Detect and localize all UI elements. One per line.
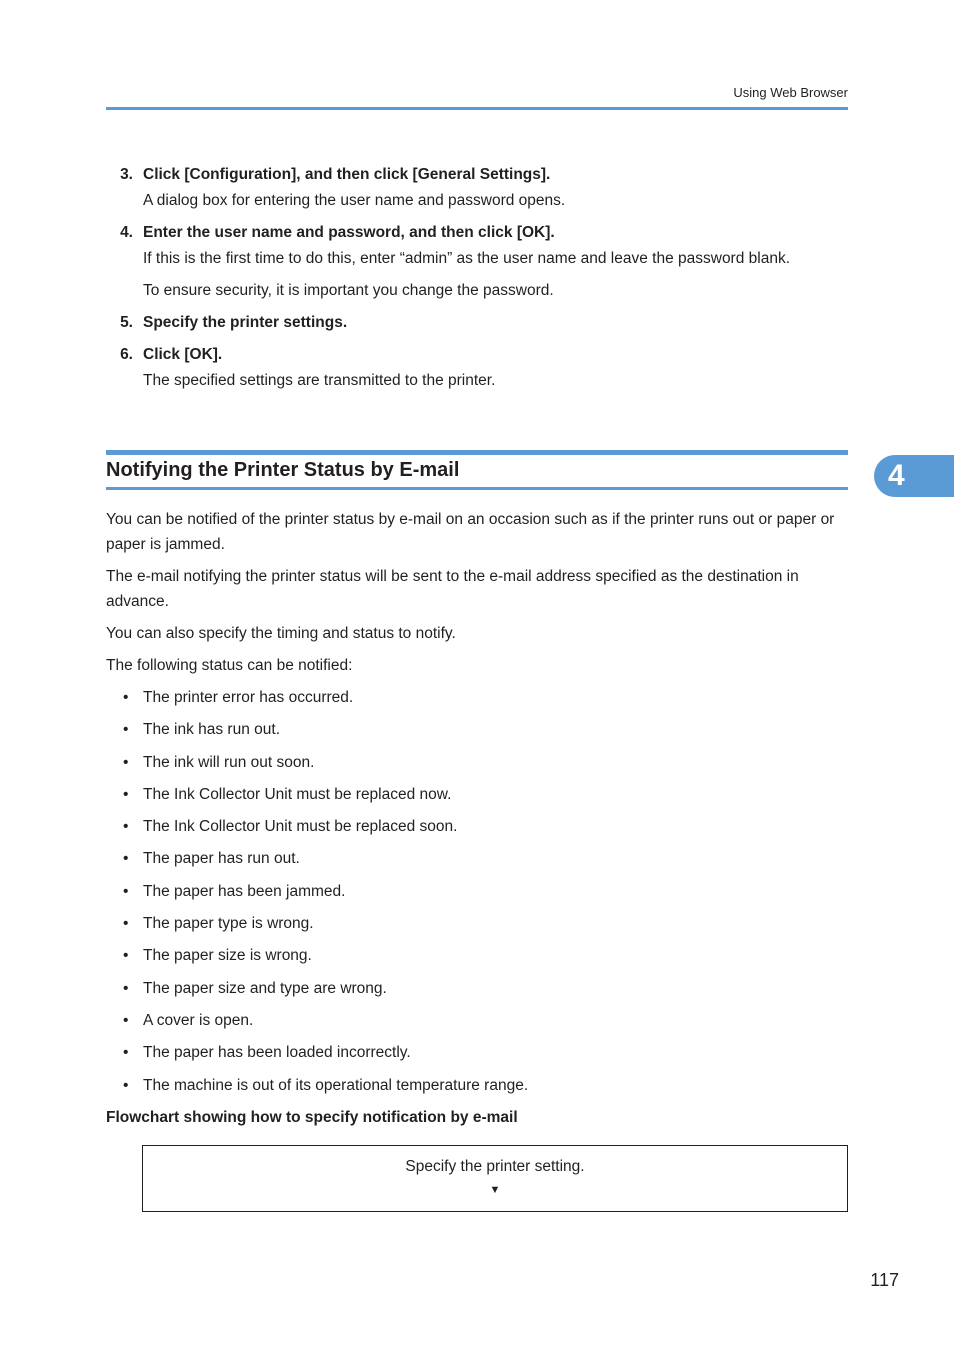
step-description: To ensure security, it is important you change the password. bbox=[143, 282, 554, 299]
list-item: • The Ink Collector Unit must be replaced soon. bbox=[106, 814, 848, 846]
step-description: If this is the first time to do this, enter “admin” as the user name and leave the password blank. bbox=[143, 250, 791, 267]
section-heading-bar bbox=[106, 450, 848, 490]
step-4 bbox=[106, 220, 848, 246]
arrow-down-icon: ▼ bbox=[489, 1184, 501, 1196]
list-item: • The paper size is wrong. bbox=[106, 943, 848, 975]
flowchart-box bbox=[142, 1145, 848, 1212]
list-item: • The paper has been jammed. bbox=[106, 879, 848, 911]
list-item: • The Ink Collector Unit must be replaced now. bbox=[106, 782, 848, 814]
status-list bbox=[106, 685, 848, 1105]
step-number: 3. bbox=[120, 166, 133, 183]
step-number: 4. bbox=[120, 224, 133, 241]
step-title: Specify the printer settings. bbox=[143, 314, 348, 331]
list-item: • The paper type is wrong. bbox=[106, 911, 848, 943]
chapter-tab bbox=[874, 455, 954, 497]
page-number: 117 bbox=[870, 1270, 899, 1290]
flowchart-title: Flowchart showing how to specify notification by e-mail bbox=[106, 1109, 518, 1126]
list-item: • A cover is open. bbox=[106, 1008, 848, 1040]
list-item: • The paper has run out. bbox=[106, 846, 848, 878]
list-item: • The paper has been loaded incorrectly. bbox=[106, 1040, 848, 1072]
step-list bbox=[106, 162, 848, 400]
chapter-number: 4 bbox=[888, 459, 905, 492]
list-item: • The printer error has occurred. bbox=[106, 685, 848, 717]
section-heading: Notifying the Printer Status by E-mail bbox=[106, 459, 460, 481]
paragraph: You can also specify the timing and status to notify. bbox=[106, 625, 456, 642]
flowchart-step-text: Specify the printer setting. bbox=[405, 1158, 585, 1175]
paragraph: You can be notified of the printer status by e-mail on an occasion such as if the printer runs out or paper or paper is jammed. bbox=[106, 511, 835, 553]
step-5 bbox=[106, 310, 848, 336]
step-number: 5. bbox=[120, 314, 133, 331]
list-item: • The machine is out of its operational temperature range. bbox=[106, 1073, 848, 1105]
step-title: Enter the user name and password, and then click [OK]. bbox=[143, 224, 555, 241]
list-item: • The ink will run out soon. bbox=[106, 750, 848, 782]
running-header: Using Web Browser bbox=[733, 85, 848, 100]
step-description: A dialog box for entering the user name and password opens. bbox=[143, 192, 566, 209]
list-item: • The paper size and type are wrong. bbox=[106, 976, 848, 1008]
step-description: The specified settings are transmitted to the printer. bbox=[143, 372, 496, 389]
step-title: Click [OK]. bbox=[143, 346, 223, 363]
paragraph: The following status can be notified: bbox=[106, 657, 353, 674]
paragraph: The e-mail notifying the printer status will be sent to the e-mail address specified as the destination in advance. bbox=[106, 568, 799, 610]
step-title: Click [Configuration], and then click [General Settings]. bbox=[143, 166, 551, 183]
step-3 bbox=[106, 162, 848, 188]
step-6 bbox=[106, 342, 848, 368]
section-content bbox=[106, 507, 848, 1105]
step-number: 6. bbox=[120, 346, 133, 363]
header-rule bbox=[106, 107, 848, 110]
list-item: • The ink has run out. bbox=[106, 717, 848, 749]
